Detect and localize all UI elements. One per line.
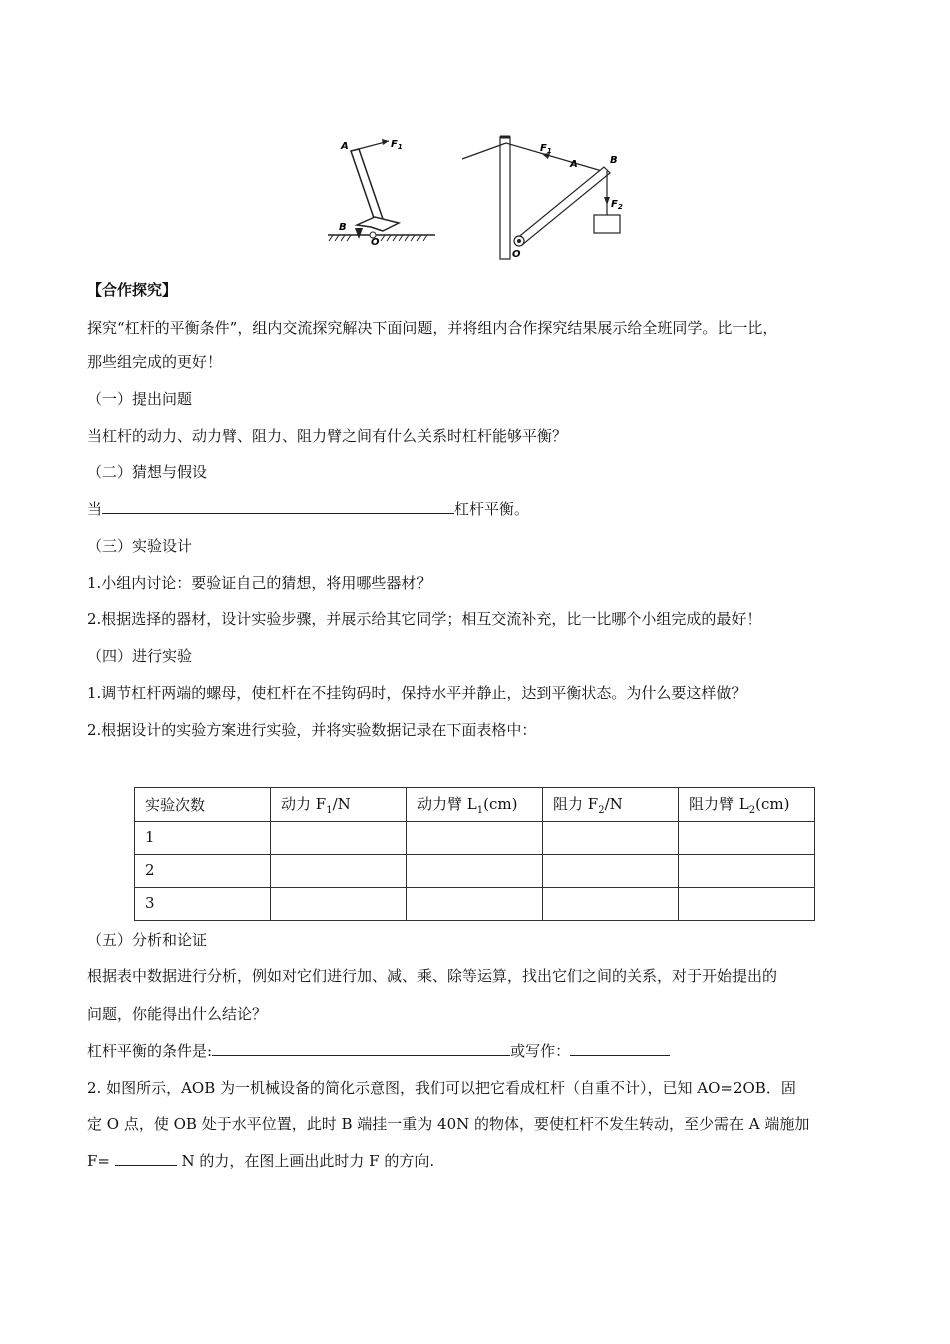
section-5-title: （五）分析和论证 xyxy=(87,931,208,949)
row-number: 2 xyxy=(135,855,271,888)
table-cell[interactable] xyxy=(679,888,815,921)
table-cell[interactable] xyxy=(271,822,407,855)
intro-line-1: 探究“杠杆的平衡条件”，组内交流探究解决下面问题，并将组内合作探究结果展示给全班同学。比一比， xyxy=(87,319,778,337)
header-load-arm-post: (cm) xyxy=(755,795,790,813)
condition-prefix: 杠杆平衡的条件是: xyxy=(87,1042,213,1060)
table-cell[interactable] xyxy=(407,822,543,855)
hypothesis-suffix: 杠杆平衡。 xyxy=(454,500,530,518)
header-load-pre: 阻力 F xyxy=(553,795,599,813)
header-effort-arm-post: (cm) xyxy=(483,795,518,813)
section-5-line-1: 根据表中数据进行分析，例如对它们进行加、减、乘、除等运算，找出它们之间的关系，对于开始提出的 xyxy=(87,967,778,985)
label-o-right: O xyxy=(512,249,521,260)
row-number: 3 xyxy=(135,888,271,921)
svg-text:F2 xyxy=(611,199,623,211)
table-cell[interactable] xyxy=(407,888,543,921)
section-3-title: （三）实验设计 xyxy=(87,537,193,555)
section-1-title: （一）提出问题 xyxy=(87,390,193,408)
table-row xyxy=(135,822,815,855)
table-cell[interactable] xyxy=(407,855,543,888)
section-3-item-1: 1.小组内讨论：要验证自己的猜想，将用哪些器材？ xyxy=(87,574,432,592)
hypothesis-prefix: 当 xyxy=(87,500,103,518)
intro-line-2: 那些组完成的更好！ xyxy=(87,353,223,371)
label-f2-right: F xyxy=(611,199,618,210)
label-f1: F xyxy=(391,139,398,150)
hypothesis-blank[interactable] xyxy=(102,499,454,514)
header-effort-arm xyxy=(407,788,543,822)
table-row xyxy=(135,888,815,921)
question-2-line-2: 定 O 点，使 OB 处于水平位置，此时 B 端挂一重为 40N 的物体，要使杠杆不发生转动，至少需在 A 端施加 xyxy=(87,1115,810,1133)
header-load xyxy=(543,788,679,822)
section-1-text: 当杠杆的动力、动力臂、阻力、阻力臂之间有什么关系时杠杆能够平衡？ xyxy=(87,427,568,445)
label-b: B xyxy=(339,222,347,233)
label-f1-sub: 1 xyxy=(397,143,403,151)
table-cell[interactable] xyxy=(543,855,679,888)
table-row xyxy=(135,855,815,888)
table-header-row xyxy=(135,788,815,822)
label-a-right: A xyxy=(570,159,578,170)
table-cell[interactable] xyxy=(271,888,407,921)
section-4-title: （四）进行实验 xyxy=(87,647,193,665)
question-2-line-3 xyxy=(87,1151,434,1171)
condition-blank[interactable] xyxy=(212,1041,510,1056)
header-effort-post: /N xyxy=(332,795,351,813)
experiment-table xyxy=(134,787,815,921)
header-load-sub: 2 xyxy=(598,805,605,816)
figure-left-lever xyxy=(325,135,445,247)
label-o: O xyxy=(371,237,380,247)
condition-mid: 或写作： xyxy=(510,1042,571,1060)
question-2-line-1: 2. 如图所示，AOB 为一机械设备的简化示意图，我们可以把它看成杠杆（自重不计），已知 AO=2OB．固 xyxy=(87,1079,796,1097)
table-cell[interactable] xyxy=(543,822,679,855)
section-2-title: （二）猜想与假设 xyxy=(87,463,208,481)
header-effort-arm-pre: 动力臂 L xyxy=(417,795,477,813)
header-trial: 实验次数 xyxy=(135,788,271,822)
section-3-item-2: 2.根据选择的器材，设计实验步骤，并展示给其它同学；相互交流补充，比一比哪个小组完成的最好！ xyxy=(87,610,762,628)
section-5-line-2: 问题，你能得出什么结论？ xyxy=(87,1005,268,1023)
table-cell[interactable] xyxy=(271,855,407,888)
hypothesis-line xyxy=(87,499,529,519)
section-4-item-1: 1.调节杠杆两端的螺母，使杠杆在不挂钩码时，保持水平并静止，达到平衡状态。为什么要这样做？ xyxy=(87,684,747,702)
force-suffix: N 的力，在图上画出此时力 F 的方向. xyxy=(176,1152,435,1170)
table-cell[interactable] xyxy=(679,822,815,855)
label-b-right: B xyxy=(610,155,618,166)
label-f2-right-sub: 2 xyxy=(617,203,623,211)
formula-blank[interactable] xyxy=(570,1041,670,1056)
header-effort-arm-sub: 1 xyxy=(476,805,484,816)
table-cell[interactable] xyxy=(543,888,679,921)
header-load-arm-pre: 阻力臂 L xyxy=(689,795,749,813)
condition-line xyxy=(87,1041,670,1061)
header-load-arm-sub: 2 xyxy=(748,805,756,816)
force-prefix: F= xyxy=(87,1152,115,1170)
section-title: 【合作探究】 xyxy=(87,281,178,299)
label-f1-right-sub: 1 xyxy=(546,147,552,155)
label-a: A xyxy=(341,141,349,152)
svg-text:F1 xyxy=(391,139,403,151)
header-effort-pre: 动力 F xyxy=(281,795,327,813)
force-blank[interactable] xyxy=(115,1151,177,1166)
label-f1-right: F xyxy=(540,143,547,154)
svg-text:F1 xyxy=(540,143,552,155)
table-cell[interactable] xyxy=(679,855,815,888)
row-number: 1 xyxy=(135,822,271,855)
header-effort-sub: 1 xyxy=(326,805,333,816)
section-4-item-2: 2.根据设计的实验方案进行实验，并将实验数据记录在下面表格中： xyxy=(87,721,537,739)
header-load-post: /N xyxy=(604,795,623,813)
figure-right-lever xyxy=(460,133,630,261)
header-effort xyxy=(271,788,407,822)
header-load-arm xyxy=(679,788,815,822)
